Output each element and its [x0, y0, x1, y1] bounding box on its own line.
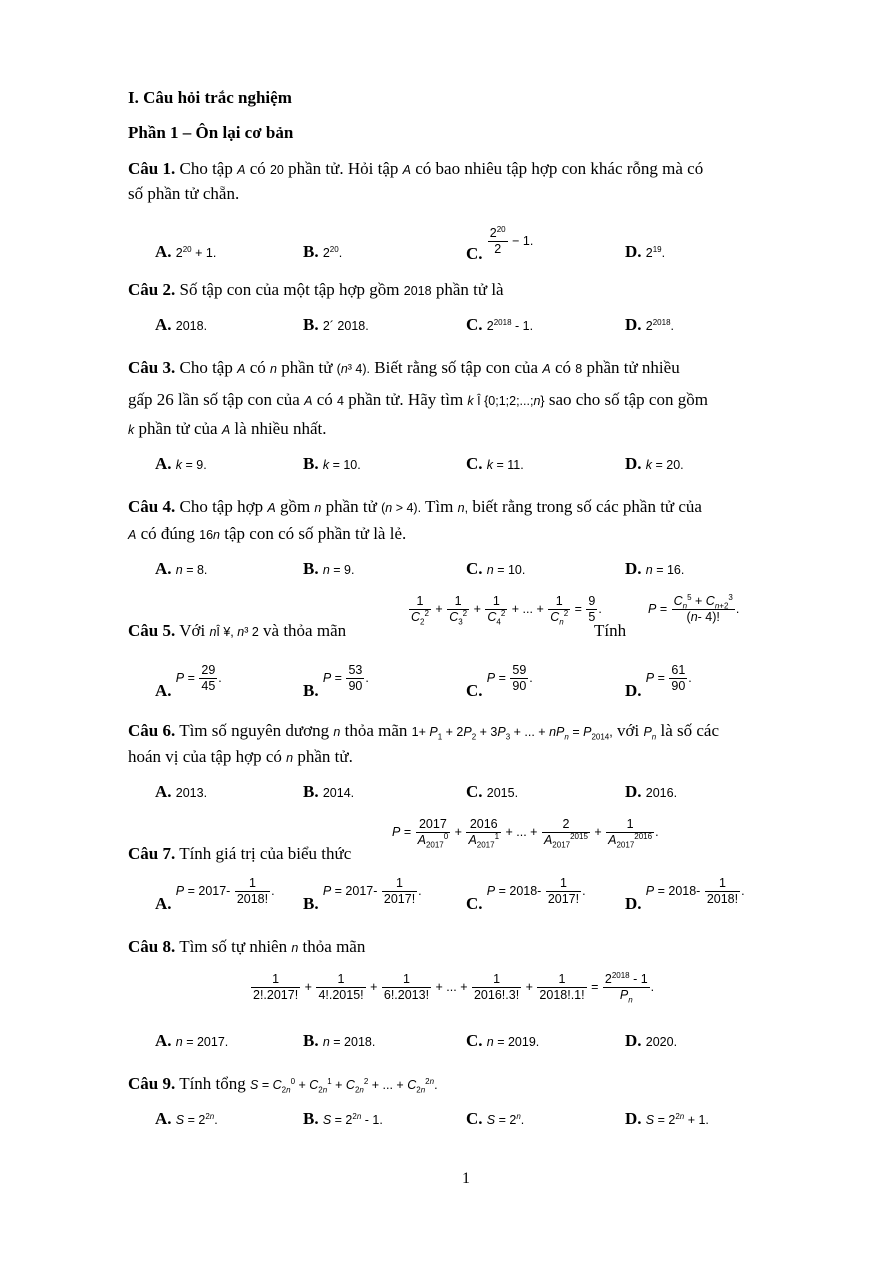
- q8-option-a: A. n = 2017.: [155, 1031, 229, 1050]
- q4-line1: Câu 4. Cho tập hợp A gồm n phần tử (n > 4). Tìm n, biết rằng trong số các phần tử của: [128, 497, 702, 516]
- q1-text3: phần tử. Hỏi tập: [288, 159, 399, 178]
- q6-line2: hoán vị của tập hợp có n phần tử.: [128, 747, 353, 766]
- q8-option-b: B. n = 2018.: [303, 1031, 376, 1050]
- q1-option-a: A. $2^{20} + 1$.: [155, 242, 217, 261]
- q2-option-c: C. $2^{2018} - 1$.: [466, 315, 534, 334]
- q9-option-b: B. $S = 2^{2n} - 1$.: [303, 1109, 383, 1128]
- q7-option-a: A. P = 2017- $\frac{1}{2018!}$ .: [155, 876, 275, 913]
- q5-option-d: D. P = $\frac{61}{90}$ .: [625, 663, 692, 700]
- q2-option-d: D. $2^{2018}$.: [625, 315, 675, 334]
- q1-option-b: B. $2^{20}$.: [303, 242, 343, 261]
- section-title: I. Câu hỏi trắc nghiệm: [128, 88, 292, 107]
- q7-expression: P = $\frac{2017}{A_{2017}^0}$ + $\frac{2016}{A_{2017}^1}$ + ... + $\frac{2}{A_{2017}^{2015}}$ + $\frac{1}{A_{2017}^{2016}}$ .: [392, 817, 659, 850]
- q1-line1: [128, 158, 703, 181]
- q1-set: A: [237, 163, 246, 177]
- q3-line1: Câu 3. Cho tập A có n phần tử (n³ 4). Biết rằng số tập con của A có 8 phần tử nhiều: [128, 358, 680, 377]
- q8-equation: $\frac{1}{2!.2017!}$ + $\frac{1}{4!.2015!}$ + $\frac{1}{6!.2013!}$ + ... + $\frac{1}{2016!.3!}$ + $\frac{1}{2018!.1!}$ = $\frac{2^{2018} - 1}{P_n}$ .: [253, 970, 655, 1005]
- q9-line1: Câu 9. Tính tổng $S = C_{2n}^0 + C_{2n}^1 + C_{2n}^2$ + ... + $C_{2n}^{2n}$.: [128, 1074, 438, 1095]
- q7-option-d: D. P = 2018- $\frac{1}{2018!}$ .: [625, 876, 745, 913]
- q1-line2: số phần tử chẵn.: [128, 184, 240, 203]
- q6-option-c: C. 2015.: [466, 782, 519, 801]
- q5-option-c: C. P = $\frac{59}{90}$ .: [466, 663, 533, 700]
- q3-line2: gấp 26 lần số tập con của A có 4 phần tử. Hãy tìm k Î {0;1;2;...;n} sao cho số tập con gồm: [128, 390, 708, 409]
- q3-option-c: C. k = 11.: [466, 454, 524, 473]
- q9-option-a: A. $S = 2^{2n}$.: [155, 1109, 218, 1128]
- q7-label: Câu 7.: [128, 844, 176, 863]
- q4-option-d: D. n = 16.: [625, 559, 685, 578]
- q6-label: Câu 6.: [128, 721, 176, 740]
- q4-line2: A có đúng 16n tập con có số phần tử là lẻ.: [128, 524, 407, 543]
- q5-text3: Tính: [594, 621, 627, 640]
- q9-label: Câu 9.: [128, 1074, 176, 1093]
- q7-option-b: B. P = 2017- $\frac{1}{2017!}$ .: [303, 876, 422, 913]
- q1-option-c: C. $\frac{2^{20}}{2}$ − 1.: [466, 224, 534, 263]
- q6-option-a: A. 2013.: [155, 782, 208, 801]
- q3-label: Câu 3.: [128, 358, 176, 377]
- q2-option-b: B. 2´ 2018.: [303, 315, 369, 334]
- q2-label: Câu 2.: [128, 280, 176, 299]
- q7-line1: Câu 7. Tính giá trị của biểu thức: [128, 844, 352, 863]
- q5-label: Câu 5.: [128, 621, 176, 640]
- q1-text4: có bao nhiêu tập hợp con khác rỗng mà có: [415, 159, 704, 178]
- q5-option-a: A. P = $\frac{29}{45}$ .: [155, 663, 222, 700]
- q1-text2: có: [249, 159, 266, 178]
- q2-line1: [128, 279, 504, 302]
- q1-count: 20: [269, 163, 284, 177]
- q2-option-a: A. 2018.: [155, 315, 208, 334]
- q8-option-c: C. n = 2019.: [466, 1031, 540, 1050]
- q8-option-d: D. 2020.: [625, 1031, 678, 1050]
- q4-option-a: A. n = 8.: [155, 559, 208, 578]
- q2-text2: phần tử là: [435, 280, 504, 299]
- q1-option-d: D. $2^{19}$.: [625, 242, 666, 261]
- q4-option-c: C. n = 10.: [466, 559, 526, 578]
- q9-option-c: C. $S = 2^n$.: [466, 1109, 525, 1128]
- q1-set2: A: [402, 163, 411, 177]
- q1-text: Cho tập: [179, 159, 233, 178]
- page-number: 1: [462, 1170, 470, 1187]
- q3-option-b: B. k = 10.: [303, 454, 361, 473]
- q2-count: 2018: [403, 284, 432, 298]
- q3-option-a: A. k = 9.: [155, 454, 207, 473]
- part-title: Phần 1 – Ôn lại cơ bản: [128, 123, 294, 142]
- q5-expression: P = $\frac{C_n^5 + C_{n+2}^3}{(n- 4)!}$ .: [648, 592, 740, 624]
- q5-option-b: B. P = $\frac{53}{90}$ .: [303, 663, 369, 700]
- q8-label: Câu 8.: [128, 937, 176, 956]
- q5-equation: $\frac{1}{C_2^2}$ + $\frac{1}{C_3^2}$ + $\frac{1}{C_4^2}$ + ... + $\frac{1}{C_n^2}$ = $\frac{9}{5}$ .: [411, 594, 602, 627]
- q3-option-d: D. k = 20.: [625, 454, 684, 473]
- q8-line1: Câu 8. Tìm số tự nhiên n thỏa mãn: [128, 937, 366, 956]
- q6-line1: Câu 6. Tìm số nguyên dương n thỏa mãn $1+ P_1 + 2P_2 + 3P_3$ + ... + $nP_n = P_{2014}$, với $P_n$ là số các: [128, 721, 720, 742]
- q6-option-d: D. 2016.: [625, 782, 678, 801]
- q2-text: Số tập con của một tập hợp gồm: [179, 280, 400, 299]
- q1-label: Câu 1.: [128, 159, 176, 178]
- q4-label: Câu 4.: [128, 497, 176, 516]
- q3-line3: k phần tử của A là nhiều nhất.: [128, 419, 327, 438]
- q5-line1: Câu 5. Với nÎ ¥, n³ 2 và thỏa mãn: [128, 621, 347, 640]
- q9-option-d: D. $S = 2^{2n} + 1$.: [625, 1109, 709, 1128]
- q6-option-b: B. 2014.: [303, 782, 355, 801]
- q4-option-b: B. n = 9.: [303, 559, 355, 578]
- q7-option-c: C. P = 2018- $\frac{1}{2017!}$ .: [466, 876, 586, 913]
